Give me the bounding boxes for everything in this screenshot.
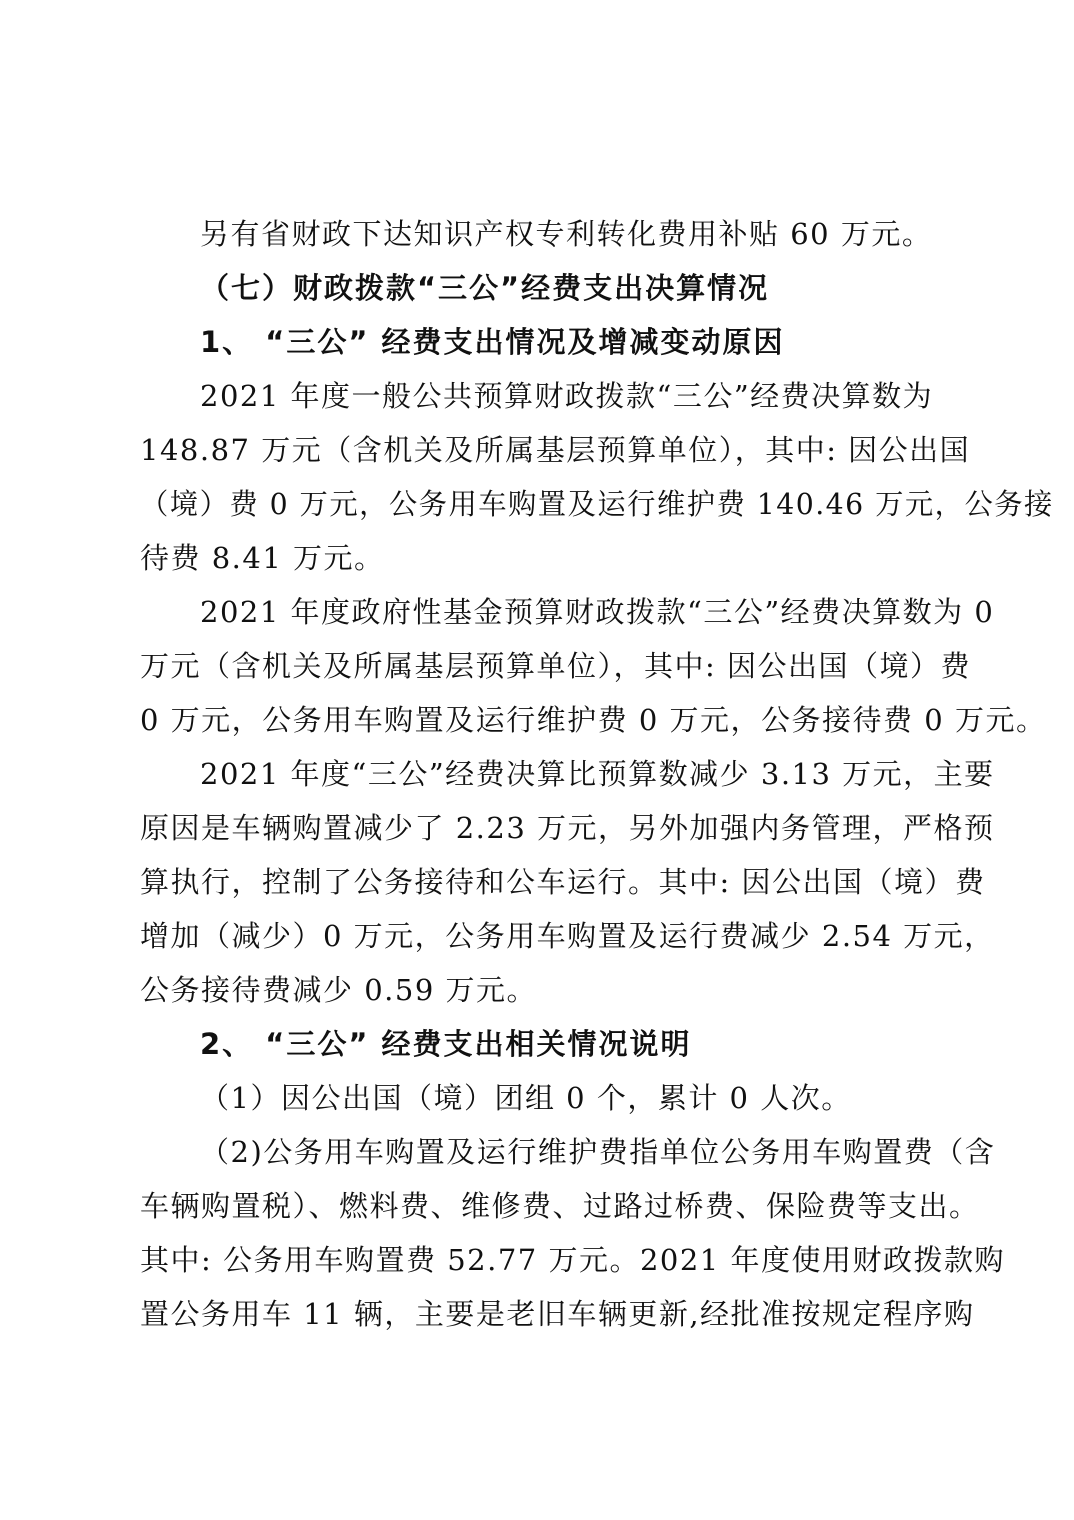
paragraph-line: （1）因公出国（境）团组 0 个，累计 0 人次。 — [200, 1081, 852, 1115]
paragraph-line: 0 万元，公务用车购置及运行维护费 0 万元，公务接待费 0 万元。 — [140, 703, 1047, 737]
paragraph-line: 万元（含机关及所属基层预算单位），其中: 因公出国（境）费 — [140, 649, 971, 683]
paragraph-line: 2021 年度“三公”经费决算比预算数减少 3.13 万元，主要 — [200, 757, 995, 791]
paragraph-line: 另有省财政下达知识产权专利转化费用补贴 60 万元。 — [200, 217, 933, 251]
paragraph-line: 其中: 公务用车购置费 52.77 万元。2021 年度使用财政拨款购 — [140, 1243, 1005, 1277]
paragraph-line: 148.87 万元（含机关及所属基层预算单位），其中: 因公出国 — [140, 433, 971, 467]
paragraph-line: （境）费 0 万元，公务用车购置及运行维护费 140.46 万元，公务接 — [140, 487, 1054, 521]
paragraph-line: 车辆购置税）、燃料费、维修费、过路过桥费、保险费等支出。 — [140, 1189, 980, 1223]
paragraph-line: 2021 年度政府性基金预算财政拨款“三公”经费决算数为 0 — [200, 595, 995, 629]
paragraph-line: 算执行，控制了公务接待和公车运行。其中: 因公出国（境）费 — [140, 865, 986, 899]
paragraph-line: 2021 年度一般公共预算财政拨款“三公”经费决算数为 — [200, 379, 934, 413]
paragraph-line: （2)公务用车购置及运行维护费指单位公务用车购置费（含 — [200, 1135, 996, 1169]
paragraph-line: 公务接待费减少 0.59 万元。 — [140, 973, 538, 1007]
paragraph-line: 增加（减少）0 万元，公务用车购置及运行费减少 2.54 万元， — [140, 919, 995, 953]
section-heading: （七）财政拨款“三公”经费支出决算情况 — [200, 271, 770, 305]
subsection-heading: 1、 “三公” 经费支出情况及增减变动原因 — [200, 325, 785, 359]
subsection-heading: 2、 “三公” 经费支出相关情况说明 — [200, 1027, 692, 1061]
paragraph-line: 待费 8.41 万元。 — [140, 541, 385, 575]
paragraph-line: 置公务用车 11 辆，主要是老旧车辆更新,经批准按规定程序购 — [140, 1297, 975, 1331]
paragraph-line: 原因是车辆购置减少了 2.23 万元，另外加强内务管理，严格预 — [140, 811, 995, 845]
